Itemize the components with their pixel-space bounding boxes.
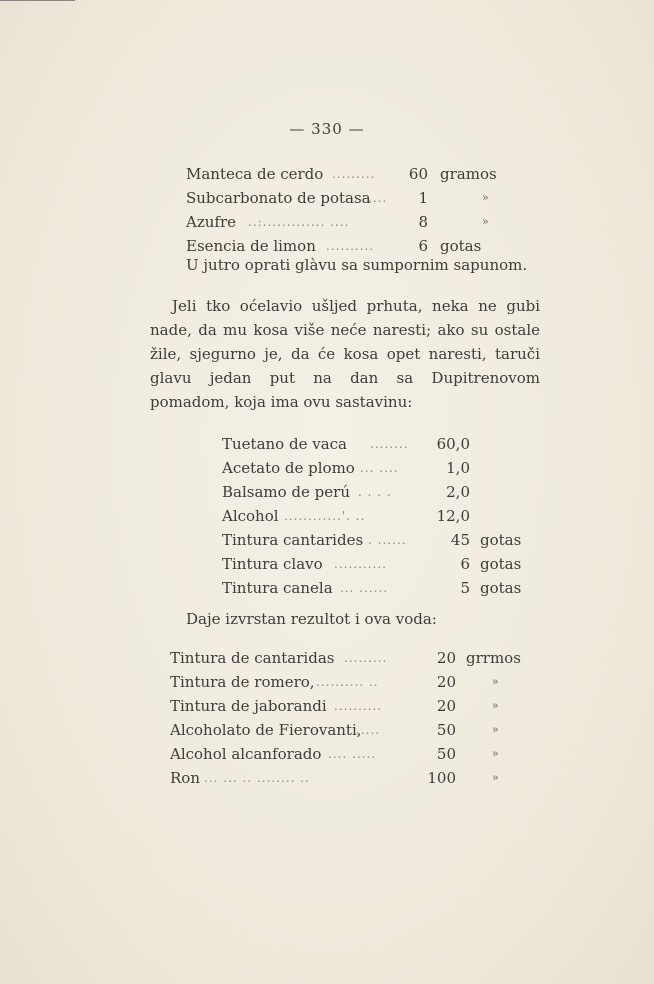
leader-dots: ... .... bbox=[360, 461, 399, 475]
recipe-list-3 bbox=[170, 646, 530, 790]
ingredient-name: Tintura de cantaridas bbox=[170, 649, 335, 667]
ingredient-name: Acetato de plomo bbox=[222, 459, 355, 477]
leader-dots: ... ... .. ........ .. bbox=[204, 771, 310, 785]
ingredient-quantity: 6 bbox=[418, 237, 428, 255]
leader-dots: ..... bbox=[356, 723, 381, 737]
ingredient-row bbox=[170, 694, 530, 718]
ingredient-quantity: 2,0 bbox=[446, 483, 470, 501]
ingredient-quantity: 20 bbox=[436, 673, 456, 691]
ingredient-row bbox=[222, 504, 522, 528]
page-number: — 330 — bbox=[289, 120, 365, 138]
ingredient-row bbox=[170, 646, 530, 670]
ingredient-quantity: 5 bbox=[460, 579, 470, 597]
ingredient-unit: gotas bbox=[440, 237, 482, 255]
ingredient-name: Tintura canela bbox=[222, 579, 333, 597]
ingredient-name: Tintura cantarides bbox=[222, 531, 364, 549]
leader-dots: .... bbox=[368, 191, 388, 205]
ingredient-quantity: 1,0 bbox=[446, 459, 470, 477]
ingredient-row bbox=[222, 480, 522, 504]
ingredient-quantity: 12,0 bbox=[436, 507, 470, 525]
ingredient-quantity: 60,0 bbox=[436, 435, 470, 453]
leader-dots: ......... bbox=[332, 167, 376, 181]
leader-dots: ..:............. .... bbox=[248, 215, 350, 229]
ingredient-quantity: 1 bbox=[418, 189, 428, 207]
leader-dots: .......... bbox=[334, 699, 383, 713]
ingredient-row bbox=[186, 186, 506, 210]
ingredient-name: Balsamo de perú bbox=[222, 483, 350, 501]
ingredient-name: Tintura de jaborandi bbox=[170, 697, 327, 715]
ingredient-quantity: 50 bbox=[436, 721, 456, 739]
leader-dots: . . . . bbox=[358, 485, 392, 499]
ingredient-name: Ron bbox=[170, 769, 200, 787]
ingredient-name: Alcohol bbox=[222, 507, 279, 525]
ingredient-quantity: 60 bbox=[408, 165, 428, 183]
ditto-mark: » bbox=[492, 771, 499, 784]
ingredient-unit: grrmos bbox=[466, 649, 521, 667]
ingredient-unit: gotas bbox=[480, 531, 522, 549]
recipe-list-2 bbox=[222, 432, 522, 600]
ingredient-quantity: 6 bbox=[460, 555, 470, 573]
ingredient-quantity: 20 bbox=[436, 697, 456, 715]
leader-dots: .......... .. bbox=[316, 675, 379, 689]
recipe-list-1 bbox=[186, 162, 506, 258]
ditto-mark: » bbox=[492, 675, 499, 688]
ingredient-row bbox=[186, 234, 506, 258]
instruction-wash: U jutro oprati glàvu sa sumpornim sapunom. bbox=[186, 256, 528, 274]
ingredient-name: Subcarbonato de potasa bbox=[186, 189, 371, 207]
ditto-mark: » bbox=[492, 747, 499, 760]
ingredient-row bbox=[222, 528, 522, 552]
ingredient-row bbox=[222, 456, 522, 480]
paragraph-text: Jeli tko oćelavio ušljed prhuta, neka ne gubi nade, da mu kosa više neće naresti; ako su ostale žile, sjegurno je, da će kosa opet naresti, taruči glavu jedan put na dan sa Dupitrenovom pomadom, koja ima ovu sastavinu: bbox=[150, 297, 540, 411]
ingredient-row bbox=[170, 718, 530, 742]
ingredient-quantity: 8 bbox=[418, 213, 428, 231]
ditto-mark: » bbox=[492, 699, 499, 712]
leader-dots: .......... bbox=[326, 239, 375, 253]
ingredient-row bbox=[222, 552, 522, 576]
ingredient-row bbox=[222, 432, 522, 456]
leader-dots: ........ bbox=[370, 437, 409, 451]
ingredient-unit: gramos bbox=[440, 165, 497, 183]
leader-dots: ......... bbox=[344, 651, 388, 665]
top-edge-line bbox=[0, 0, 75, 1]
ingredient-row bbox=[170, 766, 530, 790]
instruction-water: Daje izvrstan rezultot i ova voda: bbox=[186, 610, 437, 628]
ingredient-row bbox=[170, 670, 530, 694]
ingredient-name: Azufre bbox=[186, 213, 236, 231]
ingredient-quantity: 45 bbox=[450, 531, 470, 549]
ingredient-name: Alcoholato de Fierovanti, bbox=[170, 721, 362, 739]
ingredient-unit: gotas bbox=[480, 555, 522, 573]
ingredient-unit: gotas bbox=[480, 579, 522, 597]
ingredient-quantity: 50 bbox=[436, 745, 456, 763]
ingredient-name: Tintura de romero, bbox=[170, 673, 315, 691]
ingredient-row bbox=[186, 210, 506, 234]
ingredient-quantity: 20 bbox=[436, 649, 456, 667]
leader-dots: ... ...... bbox=[340, 581, 389, 595]
leader-dots: ........... bbox=[334, 557, 387, 571]
ingredient-row bbox=[170, 742, 530, 766]
ingredient-row bbox=[186, 162, 506, 186]
ingredient-row bbox=[222, 576, 522, 600]
ingredient-name: Manteca de cerdo bbox=[186, 165, 324, 183]
leader-dots: ............'. .. bbox=[284, 509, 366, 523]
ingredient-name: Tuetano de vaca bbox=[222, 435, 347, 453]
paragraph-dupitren bbox=[150, 294, 540, 414]
ingredient-quantity: 100 bbox=[427, 769, 456, 787]
ditto-mark: » bbox=[482, 215, 489, 228]
leader-dots: .... ..... bbox=[328, 747, 377, 761]
ingredient-name: Esencia de limon bbox=[186, 237, 316, 255]
ditto-mark: » bbox=[482, 191, 489, 204]
ditto-mark: » bbox=[492, 723, 499, 736]
ingredient-name: Tintura clavo bbox=[222, 555, 323, 573]
leader-dots: . ...... bbox=[368, 533, 407, 547]
ingredient-name: Alcohol alcanforado bbox=[170, 745, 322, 763]
